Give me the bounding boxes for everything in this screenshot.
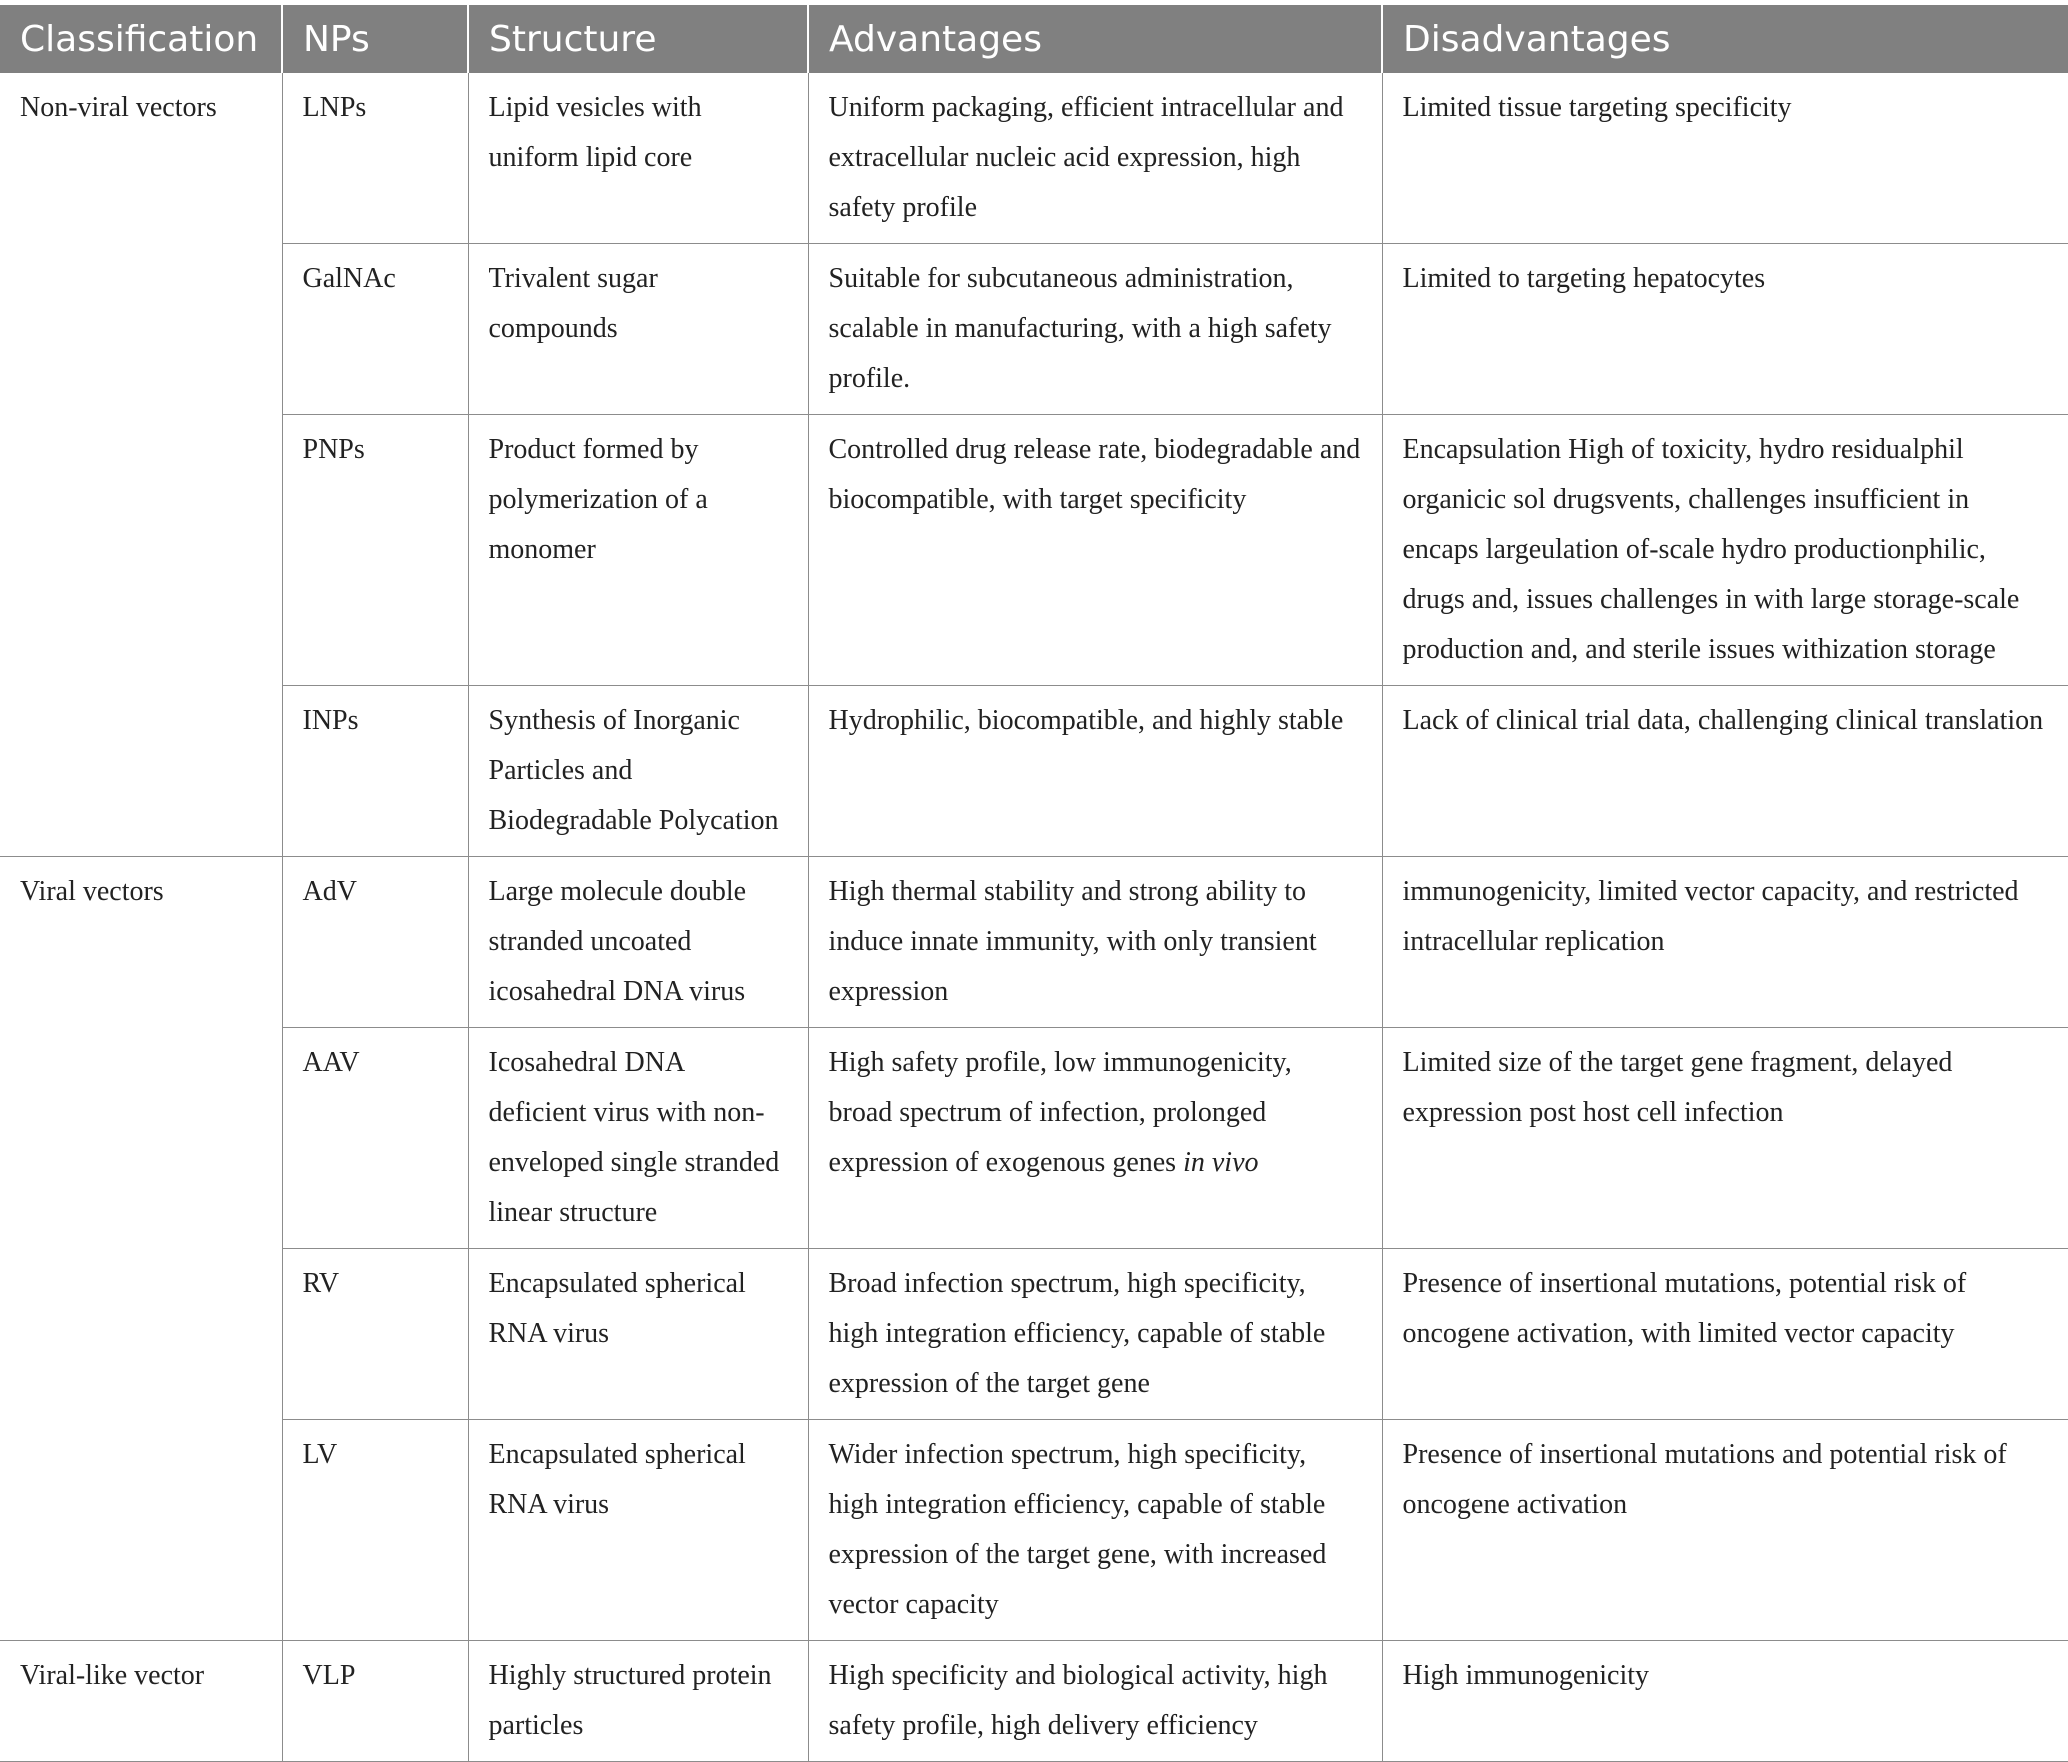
disadvantages-cell: Presence of insertional mutations and potential risk of oncogene activation (1382, 1420, 2068, 1641)
advantages-text: High safety profile, low immunogenicity, broad spectrum of infection, prolonged expression of exogenous genes (828, 1047, 1292, 1178)
header-structure: Structure (468, 5, 808, 73)
table-row (0, 1028, 2068, 1249)
structure-cell: Large molecule double stranded uncoated icosahedral DNA virus (468, 857, 808, 1028)
disadvantages-cell: Limited size of the target gene fragment, delayed expression post host cell infection (1382, 1028, 2068, 1249)
table-row (0, 244, 2068, 415)
advantages-cell: Broad infection spectrum, high specificity, high integration efficiency, capable of stable expression of the target gene (808, 1249, 1382, 1420)
np-cell: LNPs (282, 73, 468, 244)
structure-cell: Synthesis of Inorganic Particles and Biodegradable Polycation (468, 686, 808, 857)
advantages-cell: Controlled drug release rate, biodegradable and biocompatible, with target specificity (808, 415, 1382, 686)
np-cell: AdV (282, 857, 468, 1028)
header-nps: NPs (282, 5, 468, 73)
np-cell: INPs (282, 686, 468, 857)
np-cell: VLP (282, 1641, 468, 1762)
structure-cell: Icosahedral DNA deficient virus with non-enveloped single stranded linear structure (468, 1028, 808, 1249)
advantages-cell: High specificity and biological activity, high safety profile, high delivery efficiency (808, 1641, 1382, 1762)
disadvantages-cell: High immunogenicity (1382, 1641, 2068, 1762)
header-advantages: Advantages (808, 5, 1382, 73)
disadvantages-cell: immunogenicity, limited vector capacity, and restricted intracellular replication (1382, 857, 2068, 1028)
structure-cell: Trivalent sugar compounds (468, 244, 808, 415)
advantages-cell: Uniform packaging, efficient intracellular and extracellular nucleic acid expression, high safety profile (808, 73, 1382, 244)
advantages-cell: Suitable for subcutaneous administration, scalable in manufacturing, with a high safety profile. (808, 244, 1382, 415)
disadvantages-cell: Encapsulation High of toxicity, hydro residualphil organicic sol drugsvents, challenges insufficient in encaps largeulation of-scale hydro productionphilic, drugs and, issues challenges in with large storage-scale production and, and sterile issues withization storage (1382, 415, 2068, 686)
classification-cell: Viral vectors (0, 857, 282, 1641)
advantages-cell: High thermal stability and strong ability to induce innate immunity, with only transient expression (808, 857, 1382, 1028)
table-row (0, 686, 2068, 857)
advantages-cell: Wider infection spectrum, high specificity, high integration efficiency, capable of stable expression of the target gene, with increased vector capacity (808, 1420, 1382, 1641)
table-row (0, 1420, 2068, 1641)
disadvantages-cell: Limited tissue targeting specificity (1382, 73, 2068, 244)
structure-cell: Highly structured protein particles (468, 1641, 808, 1762)
np-cell: PNPs (282, 415, 468, 686)
structure-cell: Lipid vesicles with uniform lipid core (468, 73, 808, 244)
advantages-italic-text: in vivo (1183, 1147, 1259, 1178)
table-body (0, 73, 2068, 1762)
advantages-cell (808, 1028, 1382, 1249)
structure-cell: Encapsulated spherical RNA virus (468, 1420, 808, 1641)
table-row (0, 1641, 2068, 1762)
table-row (0, 857, 2068, 1028)
np-cell: AAV (282, 1028, 468, 1249)
disadvantages-cell: Limited to targeting hepatocytes (1382, 244, 2068, 415)
np-cell: GalNAc (282, 244, 468, 415)
classification-cell: Viral-like vector (0, 1641, 282, 1762)
vector-comparison-table (0, 5, 2068, 1762)
table-row (0, 1249, 2068, 1420)
disadvantages-cell: Lack of clinical trial data, challenging clinical translation (1382, 686, 2068, 857)
header-disadvantages: Disadvantages (1382, 5, 2068, 73)
table-row (0, 415, 2068, 686)
header-classification: Classification (0, 5, 282, 73)
header-row (0, 5, 2068, 73)
table-header (0, 5, 2068, 73)
advantages-cell: Hydrophilic, biocompatible, and highly stable (808, 686, 1382, 857)
np-cell: RV (282, 1249, 468, 1420)
structure-cell: Product formed by polymerization of a monomer (468, 415, 808, 686)
structure-cell: Encapsulated spherical RNA virus (468, 1249, 808, 1420)
disadvantages-cell: Presence of insertional mutations, potential risk of oncogene activation, with limited vector capacity (1382, 1249, 2068, 1420)
np-cell: LV (282, 1420, 468, 1641)
classification-cell: Non-viral vectors (0, 73, 282, 857)
table-row (0, 73, 2068, 244)
